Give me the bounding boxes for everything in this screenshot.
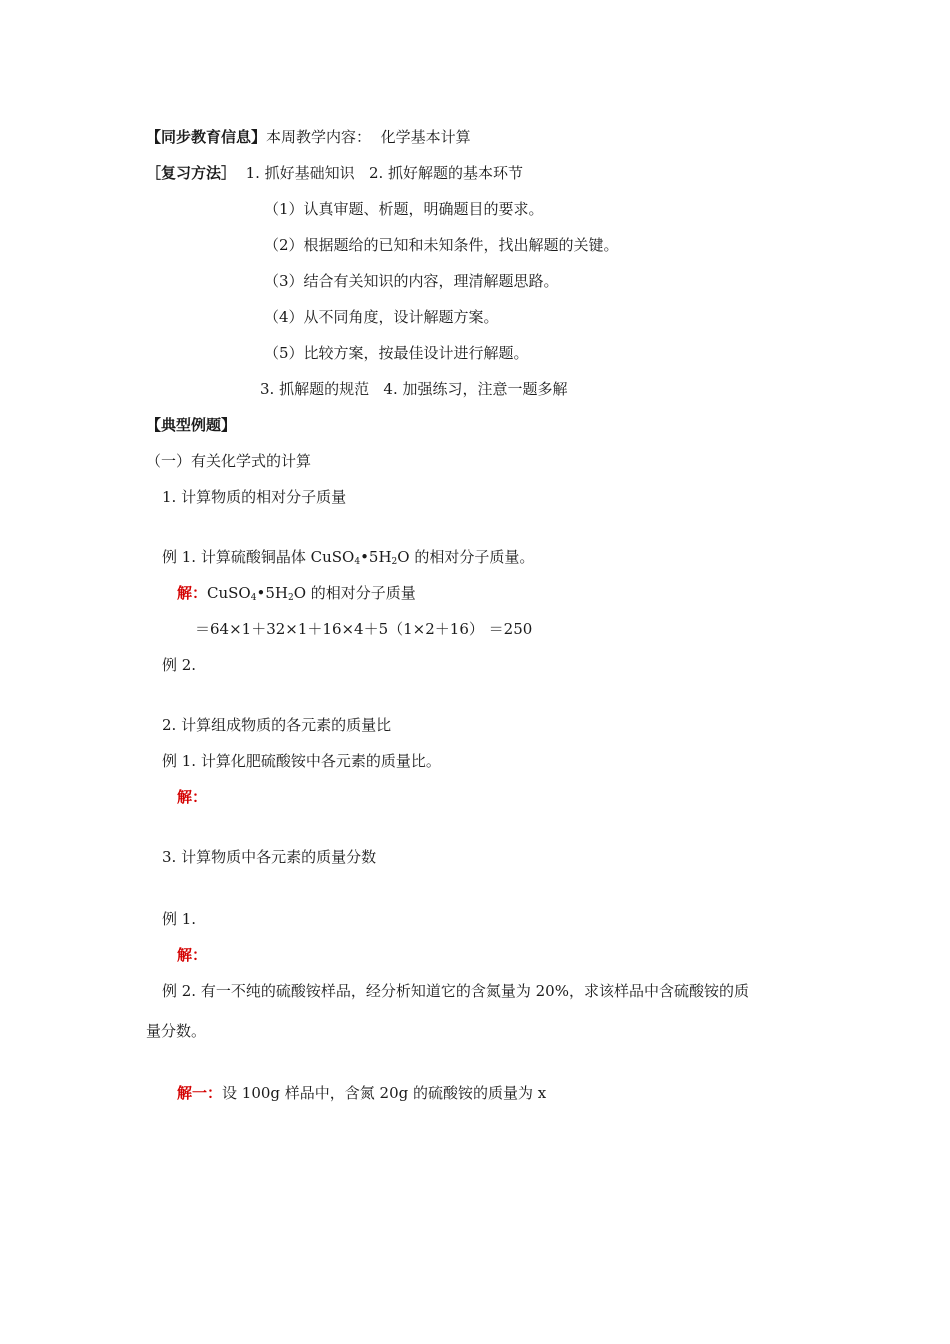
- s1-example1: [162, 547, 534, 567]
- examples-label: 【典型例题】: [146, 416, 237, 434]
- s3-example2-line1: 例 2. 有一不纯的硫酸铵样品，经分析知道它的含氮量为 20%，求该样品中含硫酸铵的质: [162, 982, 749, 1000]
- review-line: [146, 163, 523, 183]
- s3-example1: 例 1.: [162, 910, 197, 928]
- s1-sol-sub-4: 4: [250, 593, 257, 603]
- section2-heading: 2. 计算组成物质的各元素的质量比: [162, 716, 392, 734]
- s3-solution1: [177, 1083, 546, 1103]
- review-point-1: 1. 抓好基础知识: [245, 164, 355, 182]
- s3-solution-label: 解：: [177, 946, 208, 964]
- review-point-3: 3. 抓解题的规范: [260, 380, 370, 398]
- s1-example2: 例 2.: [162, 656, 197, 674]
- review-step: （2）根据题给的已知和未知条件，找出解题的关键。: [264, 236, 619, 254]
- review-point-2: 2. 抓好解题的基本环节: [368, 164, 524, 182]
- s1-calculation: ＝64×1＋32×1＋16×4＋5（1×2＋16） ＝250: [195, 620, 533, 638]
- intro-text: 本周教学内容：: [266, 128, 372, 146]
- s2-solution-label: 解：: [177, 788, 208, 806]
- s1-ex1-sub-4: 4: [354, 557, 361, 567]
- section-label: 【同步教育信息】: [146, 128, 267, 146]
- s1-solution-label: 解：: [177, 584, 208, 602]
- s1-ex1-text-b: •5H: [360, 548, 392, 566]
- s1-sol-text-b: •5H: [256, 584, 288, 602]
- s3-solution1-text: 设 100g 样品中，含氮 20g 的硫酸铵的质量为 x: [222, 1084, 547, 1102]
- s1-ex1-sub-2: 2: [391, 557, 398, 567]
- review-point-4: 4. 加强练习，注意一题多解: [383, 380, 568, 398]
- s2-example1: 例 1. 计算化肥硫酸铵中各元素的质量比。: [162, 752, 441, 770]
- s1-ex1-text-a: 例 1. 计算硫酸铜晶体 CuSO: [162, 548, 355, 566]
- topic-text: 化学基本计算: [380, 128, 471, 146]
- review-step: （5）比较方案，按最佳设计进行解题。: [264, 344, 529, 362]
- s1-sol-text-a: CuSO: [207, 584, 251, 602]
- review-step: （3）结合有关知识的内容，理清解题思路。: [264, 272, 559, 290]
- section3-heading: 3. 计算物质中各元素的质量分数: [162, 848, 377, 866]
- s1-ex1-text-c: O 的相对分子质量。: [397, 548, 535, 566]
- review-step: （4）从不同角度，设计解题方案。: [264, 308, 499, 326]
- s3-solution1-label: 解一：: [177, 1084, 223, 1102]
- review-label: ［复习方法］: [146, 164, 237, 182]
- review-step: （1）认真审题、析题，明确题目的要求。: [264, 200, 544, 218]
- section1-heading: 1. 计算物质的相对分子质量: [162, 488, 347, 506]
- review-points-3-4: [260, 379, 568, 399]
- s1-sol-sub-2: 2: [287, 593, 294, 603]
- s1-solution: [177, 583, 416, 603]
- part1-heading: （一）有关化学式的计算: [146, 452, 312, 470]
- s3-example2-line2: 量分数。: [146, 1022, 207, 1040]
- header-line: [146, 127, 471, 147]
- s1-sol-text-c: O 的相对分子质量: [293, 584, 416, 602]
